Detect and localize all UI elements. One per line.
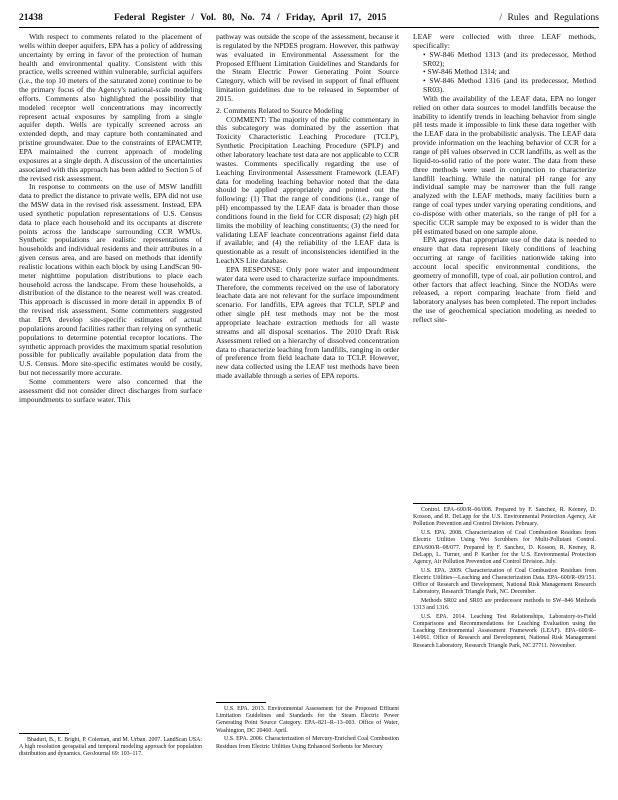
paragraph: LEAF were collected with three LEAF methods, specifically:: [413, 33, 596, 50]
header-rule: [19, 27, 599, 28]
footnotes-column-3: [413, 507, 596, 794]
footnote: U.S. EPA. 2014. Leaching Test Relationships, Laboratory-to-Field Comparisons and Recommendations for Leaching Evaluation using the Leaching Environmental Assessment Framework (LEAF). EPA–600/R–14/061. Office of Research and Development, National Risk Management Research Laboratory, Research Triangle Park, NC 27711. November.: [413, 613, 596, 649]
footnote: U.S. EPA. 2009. Characterization of Coal Combustion Residues from Electric Utilities—Leaching and Characterization Data. EPA–600/R–09/151. Office of Research and Development, National Risk Management Research Laboratory, Research Triangle Park, NC. December.: [413, 567, 596, 596]
footnote: Control. EPA–600/R–06/008. Prepared by F. Sanchez, R. Keeney, D. Kosson, and R. DeLapp for the U.S. Environmental Protection Agency, Air Pollution Prevention and Control Division. February.: [413, 507, 596, 528]
column-2: [216, 33, 399, 703]
footnote-rule: [19, 733, 69, 734]
paragraph: Some commenters were also concerned that the assessment did not consider direct discharges from surface impoundments to surface water. This: [19, 376, 202, 404]
list-item: • SW-846 Method 1314; and: [423, 67, 510, 77]
list-item: • SW-846 Method 1313 (and its predecessor, Method SR02);: [423, 49, 596, 68]
paragraph: pathway was outside the scope of the assessment, because it is regulated by the NPDES program. However, this pathway was evaluated in Environmental Assessment for the Proposed Effluent Limitation Guidelines and Standards for the Steam Electric Power Generating Point Source Category, which will be revised in support of final effluent limitation guidelines due to be released in September of 2015.: [216, 33, 399, 103]
paragraph: In response to comments on the use of MSW landfill data to predict the distance to private wells, EPA did not use the MSW data in the revised risk assessment. Instead, EPA used synthetic population representations of U.S. Census data to place each household and its occupants at discrete points across the landscape surrounding CCR WMUs. Synthetic populations are realistic representations of households and individual residents and their attributes in a given census area, and are based on methods that identify realistic locations within each block by using LandScan 90-meter nighttime population distributions to place each household across the landscape. From these households, a distribution of the distance to the nearest well was created. This approach is discussed in more detail in appendix B of the revised risk assessment. Some commenters suggested that EPA develop site-specific estimates of actual populations around facilities rather than relying on synthetic populations to determine potential receptor locations. The synthetic approach provides the maximum spatial resolution possible for publically available population data from the U.S. Census. More site-specific estimates would be costly, but not necessarily more accurate.: [19, 182, 202, 378]
paragraph: With respect to comments related to the placement of wells within deeper aquifers, EPA has a policy of addressing uncertainty by erring in favor of the protection of human health and environmental quality. Consistent with this practice, wells screened within vulnerable, surficial aquifers (i.e., the top 10 meters of the saturated zone) continue to be the primary focus of the Agency's national-scale modeling efforts. Comments also highlighted the possibility that modeled receptor well concentrations may incorrectly represent actual exposures by sampling from a single aquifer depth. Wells are typically screened across an extended depth, and may capture both contaminated and pristine groundwater. Due to the constraints of EPACMTP, EPA maintained the current approach of modeling exposures at a single depth. A discussion of the uncertainties associated with this approach has been added to Section 5 of the revised risk assessment.: [19, 33, 202, 183]
section-heading: 2. Comments Related to Source Modeling: [216, 105, 344, 115]
list-item: • SW-846 Method 1316 (and its predecessor, Method SR03).: [423, 76, 596, 95]
page-header: [19, 13, 599, 27]
paragraph: EPA agrees that appropriate use of the data is needed to ensure that data represent likely conditions of leaching occurring at range of facilities nationwide taking into account local specific environmental conditions, the geometry of monofill, type of coal, air pollution control, and other factors that affect leaching. Since the NODAs were released, a report comparing leachate from field and laboratory analyses has been completed. The report includes the use of geochemical speciation modeling as needed to reflect site-: [413, 235, 596, 324]
footnote-rule: [413, 503, 463, 504]
paragraph: COMMENT: The majority of the public commentary in this subcategory was dominated by the assertion that Toxicity Characteristic Leaching Procedure (TCLP), Synthetic Precipitation Leaching Procedure (SPLP) and other laboratory leachate test data are not applicable to CCR wastes. Comments specifically regarding the use of Leaching Environmental Assessment Framework (LEAF) data for modeling leaching behavior noted that the data should be applied appropriately and pointed out the following: (1) That the range of conditions (i.e., range of pH) encompassed by the LEAF data is broader than those conditions found in the field for CCR disposal; (2) high pH limits the mobility of leaching constituents; (3) the need for validating LEAF leachate concentrations against field data if available; and (4) the reliability of the LEAF data is questionable as a result of inconsistencies identified in the LeachXS Lite database.: [216, 114, 399, 266]
footnote: U.S. EPA. 2008. Characterization of Coal Combustion Residues from Electric Utilities Using Wet Scrubbers for Multi-Pollutant Control. EPA/600/R–08/077. Prepared by F. Sanchez, D. Kosson, R. Keeney, R. DeLapp, L. Turner, and P. Kariher for the U.S. Environmental Protection Agency, Air Pollution Prevention and Control Division. July.: [413, 530, 596, 565]
page-number: 21438: [19, 13, 43, 23]
footnote: U.S. EPA. 2006. Characterization of Mercury-Enriched Coal Combustion Residues from Electric Utilities Using Enhanced Sorbents for Mercury: [216, 736, 399, 750]
section-name: / Rules and Regulations: [499, 13, 599, 23]
footnotes-column-2: [216, 706, 399, 794]
column-1: [19, 33, 202, 733]
footnotes-column-1: [19, 737, 202, 793]
footnote: U.S. EPA. 2013. Environmental Assessment for the Proposed Effluent Limitation Guidelines and Standards for the Steam Electric Power Generating Point Source Category. EPA–821–R–13–003. Office of Water, Washington, DC 20460. April.: [216, 706, 399, 734]
paragraph: With the availability of the LEAF data, EPA no longer relied on other data sources to model landfills because the inability to identify trends in leaching behavior from single pH tests made it impossible to link these data together with the LEAF data in the probabilistic analysis. The LEAF data provide information on the leaching behavior of CCR for a range of pH values observed in CCR landfills, as well as the liquid-to-solid ratio of the pore water. The data from these three methods were used in conjunction to characterize landfill leaching. While the natural pH range for any individual sample may be narrower than the full range analyzed with the LEAF methods, many facilities burn a range of coal types under varying operating conditions, and co-dispose with other materials, so the range of pH for a specific CCR sample may be exposed to is wider than the pH estimated based on one sample alone.: [413, 93, 596, 236]
publication-title: Federal Register / Vol. 80, No. 74 / Friday, April 17, 2015: [114, 13, 387, 23]
footnote: Bhaduri, B., E. Bright, P. Coleman, and M. Urban. 2007. LandScan USA: A high resolution geospatial and temporal modeling approach for population distribution and dynamics. GeoJournal 69: 103–117.: [19, 737, 202, 758]
footnote-rule: [216, 702, 266, 703]
footnote: Methods SR02 and SR03 are predecessor methods to SW–846 Methods 1313 and 1316.: [413, 597, 596, 612]
column-3: [413, 33, 596, 503]
paragraph: EPA RESPONSE: Only pore water and impoundment water data were used to characterize surface impoundments. Therefore, the comments received on the use of laboratory leachate data are not relevant for the surface impoundment scenario. For landfills, EPA agrees that TCLP, SPLP and other single pH test methods may not be the most appropriate leachate extraction methods for all waste streams and all disposal scenarios. The 2010 Draft Risk Assessment relied on a hierarchy of dissolved concentration data to characterize leaching from landfills, ranging in order of preference from field leachate data to TCLP. However, new data collected using the LEAF test methods have been made available through a series of EPA reports.: [216, 264, 399, 381]
